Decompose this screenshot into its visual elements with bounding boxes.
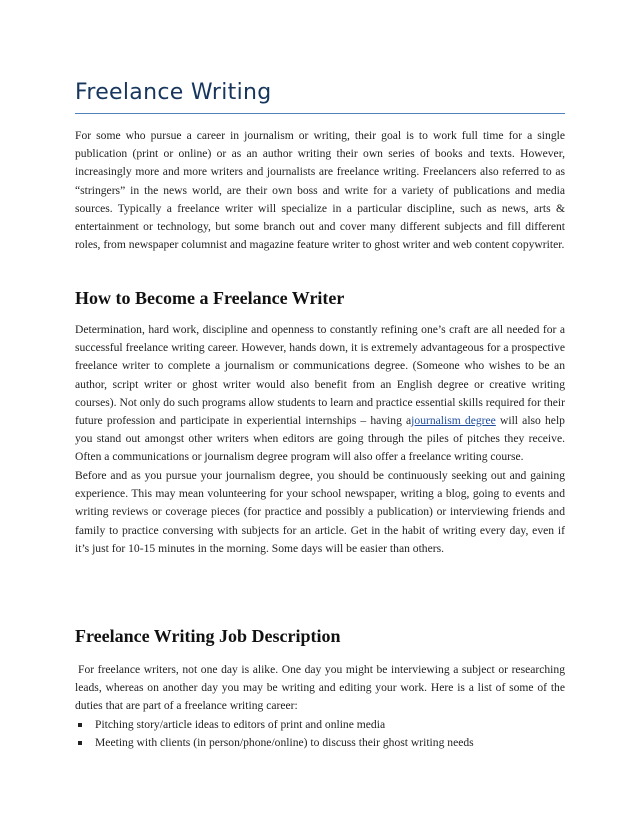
- page-title: Freelance Writing: [75, 80, 272, 105]
- list-item: Meeting with clients (in person/phone/online) to discuss their ghost writing needs: [75, 734, 565, 752]
- become-writer-paragraph-1: [75, 321, 565, 467]
- section-heading-job-description: Freelance Writing Job Description: [75, 626, 341, 646]
- square-bullet-icon: [78, 741, 82, 745]
- square-bullet-icon: [78, 723, 82, 727]
- duties-list: [75, 716, 565, 752]
- job-description-paragraph: For freelance writers, not one day is alike. One day you might be interviewing a subject or researching leads, whereas on another day you may be writing and editing your work. Here is a list of some of the duties that are part of a freelance writing career:: [75, 663, 565, 713]
- journalism-degree-link[interactable]: journalism degree: [411, 414, 496, 428]
- list-item: Pitching story/article ideas to editors of print and online media: [75, 716, 565, 734]
- para-text-after-link: will also help you stand out amongst other writers when editors are going through the piles of pitches they receive. Often a communications or journalism degree program will also offer a freelance writing course.: [75, 414, 565, 464]
- intro-paragraph: For some who pursue a career in journalism or writing, their goal is to work full time for a single publication (print or online) or as an author writing their own series of books and texts. However, increasingly more and more writers and journalists are freelance writing. Freelancers also referred to as “stringers” in the news world, are their own boss and write for a variety of publications and media sources. Typically a freelance writer will specialize in a particular discipline, such as news, arts & entertainment or technology, but some branch out and cover many different subjects and fill different roles, from newspaper columnist and magazine feature writer to ghost writer and web content copywriter.: [75, 129, 565, 252]
- section-heading-become-writer: How to Become a Freelance Writer: [75, 288, 345, 308]
- title-underline-rule: [75, 113, 565, 114]
- become-writer-paragraph-2: Before and as you pursue your journalism degree, you should be continuously seeking out and gaining experience. This may mean volunteering for your school newspaper, writing a blog, going to events and writing reviews or coverage pieces (for practice and possibly a publication) or interviewing friends and family to practice conversing with subjects for an article. Get in the habit of writing every day, even if it’s just for 10-15 minutes in the morning. Some days will be easier than others.: [75, 469, 565, 555]
- para-text-before-link: Determination, hard work, discipline and openness to constantly refining one’s craft are all needed for a successful freelance writing career. However, hands down, it is extremely advantageous for a prospective freelance writer to complete a journalism or communications degree. (Someone who wishes to be an author, script writer or ghost writer would also benefit from an English degree or creative writing courses). Not only do such programs allow students to learn and practice essential skills required for their future profession and participate in experiential internships – having a: [75, 323, 565, 428]
